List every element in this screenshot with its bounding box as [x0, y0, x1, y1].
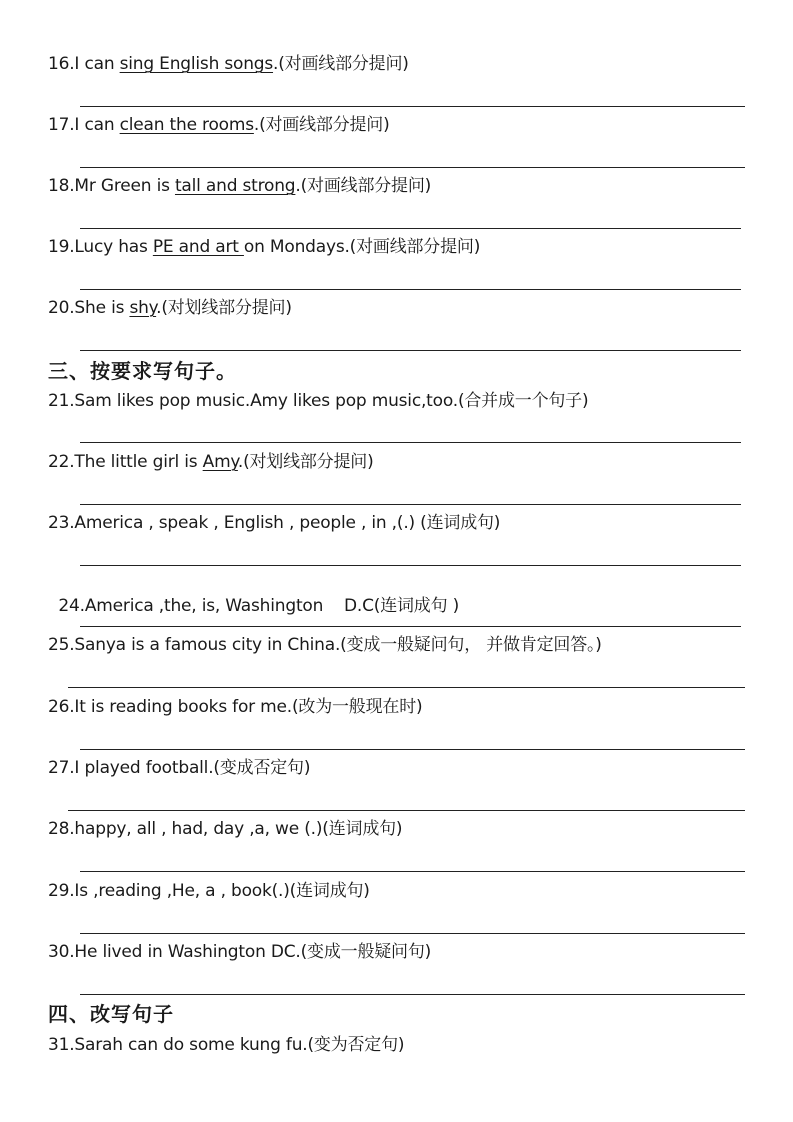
question-19-underlined: PE and art	[152, 237, 244, 257]
answer-line-29[interactable]	[80, 933, 745, 934]
answer-line-24[interactable]	[80, 626, 741, 627]
question-24	[48, 573, 459, 617]
answer-line-17[interactable]	[80, 167, 745, 168]
answer-line-23[interactable]	[80, 565, 741, 566]
question-19-prefix: 19.Lucy has	[48, 237, 153, 257]
question-28	[48, 818, 402, 840]
answer-line-21[interactable]	[80, 442, 741, 443]
question-29	[48, 880, 370, 902]
answer-line-27[interactable]	[68, 810, 745, 811]
question-24-text: 24.America ,the, is, Washington D.C(连词成句 )	[58, 596, 460, 616]
question-16-underlined: sing English songs	[119, 54, 274, 74]
answer-line-22[interactable]	[80, 504, 741, 505]
question-29-text: 29.Is ,reading ,He, a , book(.)(连词成句)	[48, 881, 370, 901]
answer-line-30[interactable]	[80, 994, 745, 995]
question-17	[48, 114, 390, 136]
question-26	[48, 696, 422, 718]
question-18-instruction: .(对画线部分提问)	[295, 176, 432, 196]
question-23-text: 23.America , speak , English , people , in ,(.) (连词成句)	[48, 513, 501, 533]
question-25-text: 25.Sanya is a famous city in China.(变成一般疑问句， 并做肯定回答。)	[48, 635, 602, 655]
question-22-underlined: Amy	[202, 452, 238, 472]
question-16-instruction: .(对画线部分提问)	[273, 54, 409, 74]
question-19-instruction: on Mondays.(对画线部分提问)	[243, 237, 481, 257]
question-20	[48, 297, 292, 319]
question-17-underlined: clean the rooms	[119, 115, 254, 135]
question-21	[48, 390, 588, 412]
question-17-prefix: 17.I can	[48, 115, 120, 135]
question-18	[48, 175, 431, 197]
answer-line-16[interactable]	[80, 106, 745, 107]
question-18-underlined: tall and strong	[174, 176, 296, 196]
answer-line-25[interactable]	[68, 687, 745, 688]
question-23	[48, 512, 500, 534]
question-27	[48, 757, 310, 779]
question-19	[48, 236, 480, 258]
question-20-underlined: shy	[129, 298, 157, 318]
question-16	[48, 53, 409, 75]
question-16-prefix: 16.I can	[48, 54, 120, 74]
question-31-text: 31.Sarah can do some kung fu.(变为否定句)	[48, 1035, 405, 1055]
question-30-text: 30.He lived in Washington DC.(变成一般疑问句)	[48, 942, 432, 962]
question-18-prefix: 18.Mr Green is	[48, 176, 175, 196]
section-four-heading: 四、改写句子	[48, 1002, 174, 1026]
question-20-instruction: .(对划线部分提问)	[156, 298, 292, 318]
answer-line-19[interactable]	[80, 289, 741, 290]
question-22-prefix: 22.The little girl is	[48, 452, 203, 472]
answer-line-26[interactable]	[80, 749, 745, 750]
question-22	[48, 451, 374, 473]
question-21-text: 21.Sam likes pop music.Amy likes pop music,too.(合并成一个句子)	[48, 391, 589, 411]
question-17-instruction: .(对画线部分提问)	[253, 115, 390, 135]
answer-line-20[interactable]	[80, 350, 741, 351]
question-26-text: 26.It is reading books for me.(改为一般现在时)	[48, 697, 423, 717]
question-27-text: 27.I played football.(变成否定句)	[48, 758, 311, 778]
question-31	[48, 1034, 404, 1056]
section-three-heading: 三、按要求写句子。	[48, 359, 237, 383]
question-25	[48, 634, 602, 656]
question-22-instruction: .(对划线部分提问)	[237, 452, 374, 472]
answer-line-28[interactable]	[80, 871, 745, 872]
answer-line-18[interactable]	[80, 228, 741, 229]
question-20-prefix: 20.She is	[48, 298, 130, 318]
question-28-text: 28.happy, all , had, day ,a, we (.)(连词成句)	[48, 819, 403, 839]
question-30	[48, 941, 431, 963]
